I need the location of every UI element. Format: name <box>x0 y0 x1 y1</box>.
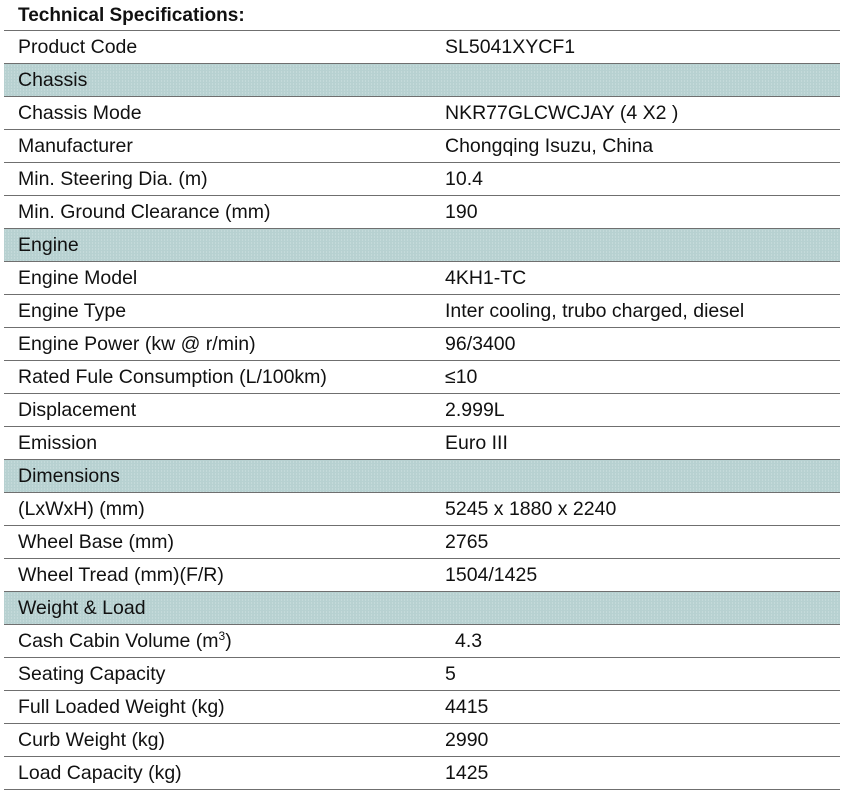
section-title: Weight & Load <box>4 592 431 625</box>
row-value: NKR77GLCWCJAY (4 X2 ) <box>431 97 840 130</box>
row-value: 2.999L <box>431 394 840 427</box>
row-label-closing: ) <box>225 630 232 652</box>
table-row <box>4 31 840 64</box>
table-row <box>4 658 840 691</box>
row-value: Euro III <box>431 427 840 460</box>
table-row <box>4 559 840 592</box>
row-label: Seating Capacity <box>4 658 431 691</box>
row-label-text: Cash Cabin Volume (m <box>18 630 219 652</box>
table-row <box>4 493 840 526</box>
row-label: Full Loaded Weight (kg) <box>4 691 431 724</box>
table-row <box>4 526 840 559</box>
section-header-weight-load <box>4 592 840 625</box>
section-header-dimensions <box>4 460 840 493</box>
table-row <box>4 262 840 295</box>
row-value: 96/3400 <box>431 328 840 361</box>
section-title: Engine <box>4 229 431 262</box>
row-value: 5 <box>431 658 840 691</box>
row-label: Min. Ground Clearance (mm) <box>4 196 431 229</box>
table-row <box>4 295 840 328</box>
table-row <box>4 724 840 757</box>
row-value: SL5041XYCF1 <box>431 31 840 64</box>
row-label: Chassis Mode <box>4 97 431 130</box>
table-row <box>4 130 840 163</box>
section-header-blank <box>431 592 840 625</box>
row-value: 4KH1-TC <box>431 262 840 295</box>
row-value: 190 <box>431 196 840 229</box>
row-label: Curb Weight (kg) <box>4 724 431 757</box>
table-row <box>4 163 840 196</box>
section-title: Chassis <box>4 64 431 97</box>
table-row <box>4 625 840 658</box>
row-value: 2765 <box>431 526 840 559</box>
section-header-chassis <box>4 64 840 97</box>
row-label: Load Capacity (kg) <box>4 757 431 790</box>
row-label: Product Code <box>4 31 431 64</box>
specifications-table <box>4 30 840 790</box>
row-value: 4415 <box>431 691 840 724</box>
row-value-text: 4.3 <box>455 630 483 652</box>
table-row <box>4 97 840 130</box>
row-value: 1425 <box>431 757 840 790</box>
row-label: Wheel Base (mm) <box>4 526 431 559</box>
row-value: 2990 <box>431 724 840 757</box>
row-value: 5245 x 1880 x 2240 <box>431 493 840 526</box>
row-label: Displacement <box>4 394 431 427</box>
table-row <box>4 757 840 790</box>
table-row <box>4 394 840 427</box>
table-row <box>4 427 840 460</box>
table-row <box>4 691 840 724</box>
row-label: Engine Type <box>4 295 431 328</box>
row-value: ≤10 <box>431 361 840 394</box>
row-label: Manufacturer <box>4 130 431 163</box>
section-header-blank <box>431 64 840 97</box>
table-row <box>4 328 840 361</box>
row-label: Min. Steering Dia. (m) <box>4 163 431 196</box>
row-value <box>431 625 840 658</box>
section-title: Dimensions <box>4 460 431 493</box>
table-row <box>4 361 840 394</box>
row-label: Engine Power (kw @ r/min) <box>4 328 431 361</box>
row-label: Rated Fule Consumption (L/100km) <box>4 361 431 394</box>
page-title: Technical Specifications: <box>18 5 245 26</box>
row-label <box>4 625 431 658</box>
row-label: (LxWxH) (mm) <box>4 493 431 526</box>
row-value: Chongqing Isuzu, China <box>431 130 840 163</box>
row-label: Wheel Tread (mm)(F/R) <box>4 559 431 592</box>
table-row <box>4 196 840 229</box>
row-value: Inter cooling, trubo charged, diesel <box>431 295 840 328</box>
section-header-engine <box>4 229 840 262</box>
section-header-blank <box>431 229 840 262</box>
section-header-blank <box>431 460 840 493</box>
row-label: Engine Model <box>4 262 431 295</box>
row-value: 1504/1425 <box>431 559 840 592</box>
superscript-exponent: 3 <box>218 629 226 643</box>
row-label: Emission <box>4 427 431 460</box>
row-value: 10.4 <box>431 163 840 196</box>
